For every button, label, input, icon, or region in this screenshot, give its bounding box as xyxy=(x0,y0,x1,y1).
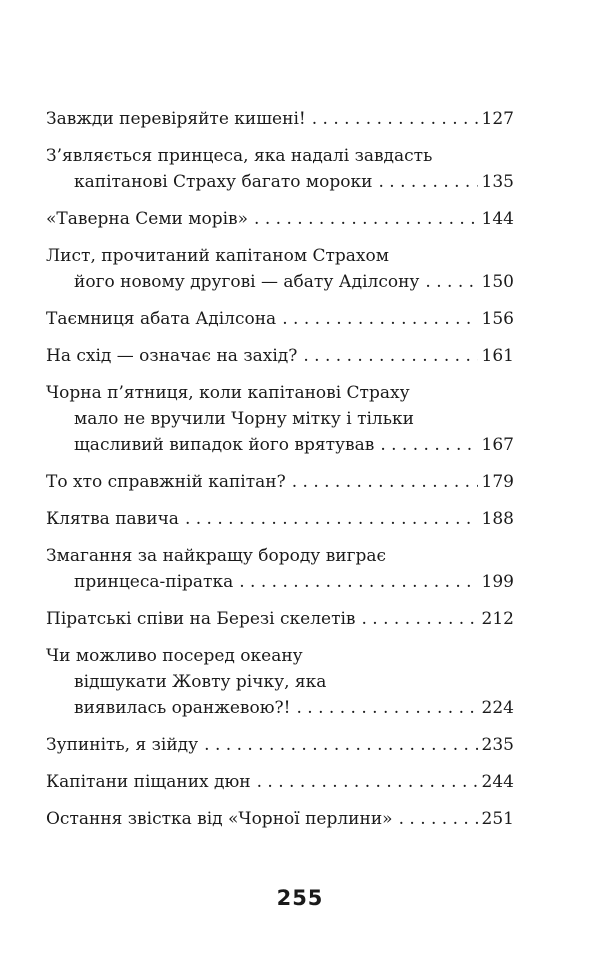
page-number: 255 xyxy=(276,886,324,910)
toc-entry-line xyxy=(46,669,514,695)
toc-entry-title: Капітани піщаних дюн xyxy=(46,772,251,792)
toc-entry-line xyxy=(46,269,514,295)
toc-page-number: 199 xyxy=(481,572,514,592)
dot-leader xyxy=(425,269,477,295)
toc-entry-line xyxy=(46,306,514,332)
dot-leader xyxy=(185,506,478,532)
toc-entry xyxy=(46,380,514,458)
toc-entry-line xyxy=(46,569,514,595)
toc-entry xyxy=(46,769,514,795)
toc-entry-title: Остання звістка від «Чорної перлини» xyxy=(46,809,393,829)
toc-entry-line xyxy=(46,606,514,632)
dot-leader xyxy=(292,469,478,495)
dot-leader xyxy=(378,169,477,195)
toc-entry-title: Лист, прочитаний капітаном Страхом xyxy=(46,246,389,266)
toc-entry-title: Таємниця абата Аділсона xyxy=(46,309,277,329)
toc-entry xyxy=(46,206,514,232)
toc-entry xyxy=(46,806,514,832)
toc-page-number: 161 xyxy=(481,346,514,366)
toc-entry xyxy=(46,343,514,369)
toc-entry-title: Завжди перевіряйте кишені! xyxy=(46,109,306,129)
dot-leader xyxy=(296,695,477,721)
toc-entry xyxy=(46,469,514,495)
toc-entry-line xyxy=(46,106,514,132)
toc-entry xyxy=(46,732,514,758)
toc-page-number: 179 xyxy=(481,472,514,492)
toc-page-number: 167 xyxy=(481,435,514,455)
toc-entry-line xyxy=(46,695,514,721)
toc-entry-line xyxy=(46,143,514,169)
toc-entry-title: його новому другові — абату Аділсону xyxy=(74,272,420,292)
toc-entry-title: капітанові Страху багато мороки xyxy=(74,172,373,192)
toc-entry-line xyxy=(46,806,514,832)
toc-page-number: 251 xyxy=(481,809,514,829)
toc-page-number: 144 xyxy=(481,209,514,229)
toc-entry-line xyxy=(46,169,514,195)
toc-entry xyxy=(46,506,514,532)
toc-entry xyxy=(46,143,514,195)
toc-entry-title: щасливий випадок його врятував xyxy=(74,435,375,455)
toc-entry-line xyxy=(46,343,514,369)
toc-page-number: 235 xyxy=(481,735,514,755)
toc-entry-line xyxy=(46,506,514,532)
dot-leader xyxy=(254,206,478,232)
toc-entry-line xyxy=(46,243,514,269)
toc-entry xyxy=(46,643,514,721)
toc-page-number: 150 xyxy=(481,272,514,292)
toc-entry-line xyxy=(46,643,514,669)
toc-entry-title: То хто справжній капітан? xyxy=(46,472,286,492)
dot-leader xyxy=(380,432,477,458)
dot-leader xyxy=(282,306,477,332)
table-of-contents xyxy=(46,106,514,843)
toc-page-number: 244 xyxy=(481,772,514,792)
toc-entry-title: виявилась оранжевою?! xyxy=(74,698,291,718)
toc-page-number: 135 xyxy=(481,172,514,192)
toc-entry-line xyxy=(46,206,514,232)
toc-entry-line xyxy=(46,769,514,795)
toc-entry-title: відшукати Жовту річку, яка xyxy=(74,672,327,692)
dot-leader xyxy=(312,106,478,132)
toc-page-number: 188 xyxy=(481,509,514,529)
dot-leader xyxy=(361,606,477,632)
dot-leader xyxy=(239,569,477,595)
toc-entry-title: З’являється принцеса, яка надалі завдасть xyxy=(46,146,433,166)
toc-entry xyxy=(46,306,514,332)
toc-entry-title: Зупиніть, я зійду xyxy=(46,735,199,755)
dot-leader xyxy=(399,806,478,832)
toc-page-number: 212 xyxy=(481,609,514,629)
toc-entry-title: Чорна п’ятниця, коли капітанові Страху xyxy=(46,383,410,403)
toc-entry-title: Піратські співи на Березі скелетів xyxy=(46,609,356,629)
toc-page-number: 127 xyxy=(481,109,514,129)
toc-page-number: 156 xyxy=(481,309,514,329)
toc-entry-line xyxy=(46,732,514,758)
toc-entry-title: принцеса-піратка xyxy=(74,572,234,592)
toc-page-number: 224 xyxy=(481,698,514,718)
toc-entry-title: Чи можливо посеред океану xyxy=(46,646,303,666)
toc-entry xyxy=(46,106,514,132)
toc-entry-title: «Таверна Семи морів» xyxy=(46,209,249,229)
dot-leader xyxy=(257,769,478,795)
toc-entry-title: На схід — означає на захід? xyxy=(46,346,298,366)
toc-entry xyxy=(46,243,514,295)
toc-entry-line xyxy=(46,406,514,432)
toc-entry-title: мало не вручили Чорну мітку і тільки xyxy=(74,409,414,429)
dot-leader xyxy=(303,343,477,369)
toc-entry xyxy=(46,606,514,632)
toc-entry-line xyxy=(46,432,514,458)
dot-leader xyxy=(204,732,477,758)
toc-entry-line xyxy=(46,380,514,406)
toc-entry-title: Клятва павича xyxy=(46,509,179,529)
toc-entry-title: Змагання за найкращу бороду виграє xyxy=(46,546,387,566)
toc-entry-line xyxy=(46,469,514,495)
toc-entry xyxy=(46,543,514,595)
toc-entry-line xyxy=(46,543,514,569)
